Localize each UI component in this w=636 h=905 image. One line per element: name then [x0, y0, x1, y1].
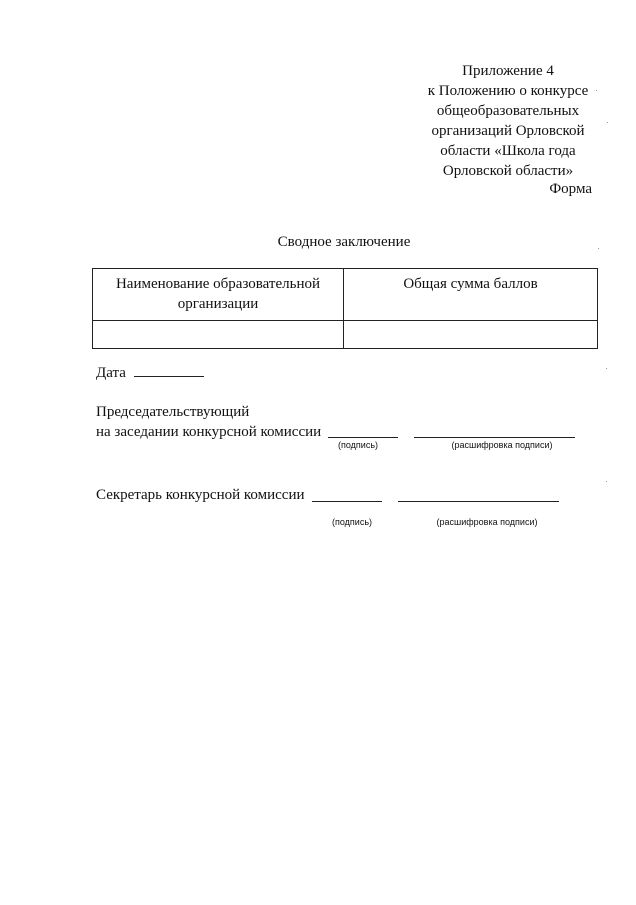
table-row — [93, 321, 598, 349]
document-title: Сводное заключение — [277, 234, 411, 250]
chairman-title: Председательствующий — [96, 404, 250, 420]
header-organization-name — [93, 269, 344, 321]
appendix-line: Приложение 4 — [462, 63, 554, 79]
appendix-line: области «Школа года — [440, 143, 576, 159]
header-name-line: организации — [177, 296, 259, 312]
scan-speck — [596, 90, 597, 91]
chairman-decoding-field[interactable] — [414, 437, 575, 438]
appendix-line: общеобразовательных — [436, 103, 580, 119]
chairman-signature-caption: (подпись) — [337, 440, 379, 450]
appendix-line: организаций Орловской — [431, 123, 585, 139]
date-label: Дата — [96, 365, 126, 381]
date-field[interactable] — [134, 362, 204, 377]
secretary-decoding-field[interactable] — [398, 501, 559, 502]
scan-speck — [598, 248, 599, 249]
chairman-signature-field[interactable] — [328, 437, 398, 438]
scan-speck — [606, 481, 607, 482]
secretary-label: Секретарь конкурсной комиссии — [96, 487, 305, 503]
chairman-label: на заседании конкурсной комиссии — [96, 424, 322, 440]
secretary-signature-caption: (подпись) — [331, 517, 373, 527]
summary-table — [92, 268, 598, 349]
secretary-signature-field[interactable] — [312, 501, 382, 502]
header-total-score: Общая сумма баллов — [344, 269, 598, 321]
scan-speck — [606, 368, 607, 369]
appendix-header — [400, 61, 616, 181]
appendix-line: к Положению о конкурсе — [427, 83, 589, 99]
header-name-line: Наименование образовательной — [115, 276, 321, 292]
scan-speck — [607, 122, 608, 123]
secretary-row — [96, 487, 305, 504]
cell-organization-name[interactable] — [93, 321, 344, 349]
chairman-row — [96, 424, 321, 441]
chairman-decoding-caption: (расшифровка подписи) — [451, 440, 553, 450]
table-header-row — [93, 269, 598, 321]
form-label: Форма — [549, 181, 592, 197]
secretary-decoding-caption: (расшифровка подписи) — [436, 517, 538, 527]
date-row — [96, 362, 204, 382]
cell-total-score[interactable] — [344, 321, 598, 349]
appendix-line: Орловской области» — [442, 163, 574, 179]
